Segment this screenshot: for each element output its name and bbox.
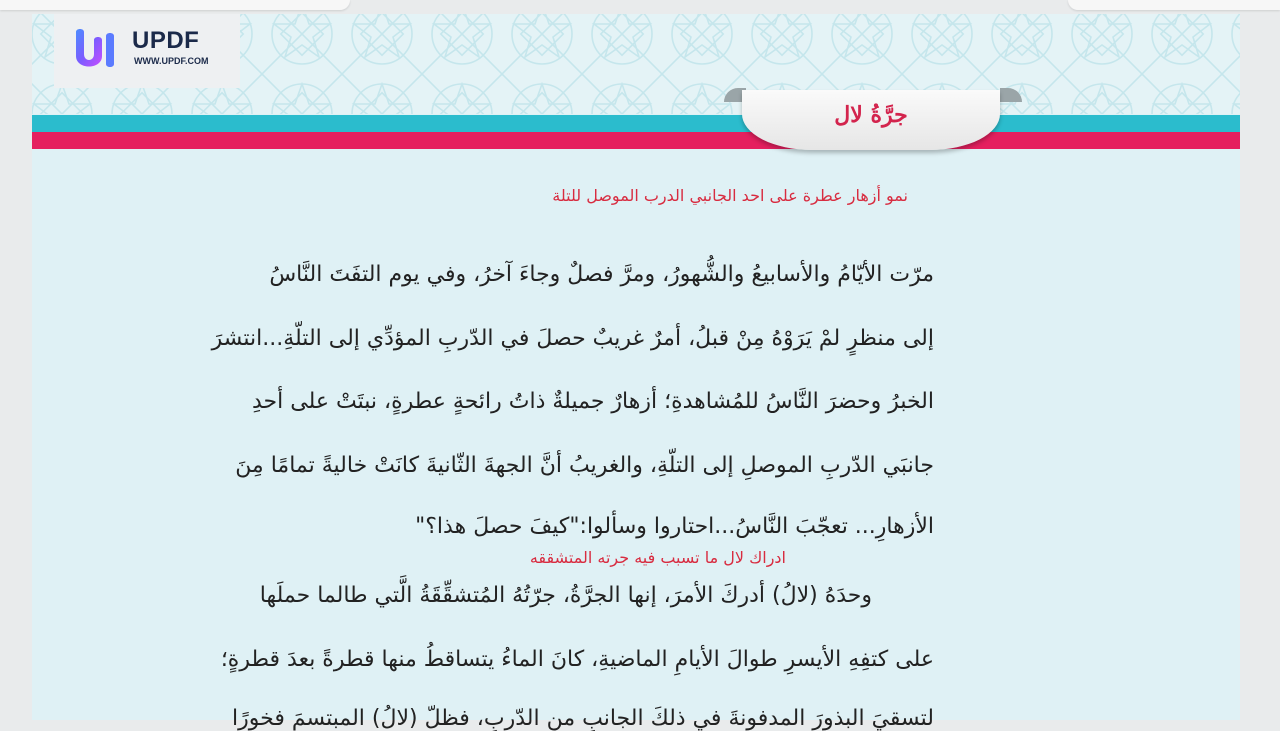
annotation-second: ادراك لال ما تسبب فيه جرته المتشققه [529,548,786,567]
pink-band [32,132,1240,149]
annotation-first: نمو أزهار عطرة على احد الجانبي الدرب الموصل للتلة [552,186,908,205]
updf-logo [54,14,240,88]
paragraph-1-line: جانبَي الدّربِ الموصلِ إلى التلّةِ، والغريبُ أنَّ الجهةَ الثّانيةَ كانَتْ خاليةً تمامًا مِنَ [235,453,934,478]
paragraph-1-line: الخبرُ وحضرَ النَّاسُ للمُشاهدةِ؛ أزهارٌ جميلةٌ ذاتُ رائحةٍ عطرةٍ، نبتَتْ على أحدِ [252,389,934,414]
previous-page-edge [0,0,350,10]
paragraph-1-line: إلى منظرٍ لمْ يَرَوْهُ مِنْ قبلُ، أمرٌ غريبٌ حصلَ في الدّربِ المؤدِّي إلى التلّةِ...انتشرَ [211,326,934,351]
book-page [32,14,1240,720]
logo-url: WWW.UPDF.COM [134,56,209,66]
paragraph-2-line: على كتفِهِ الأيسرِ طوالَ الأيامِ الماضيةِ، كانَ الماءُ يتساقطُ منها قطرةً بعدَ قطرةٍ؛ [220,647,934,672]
story-title: جرَّةُ لال [834,102,908,128]
paragraph-2-line: وحدَهُ (لالُ) أدركَ الأمرَ، إنها الجرَّةُ، جرّتُهُ المُتشقِّقَةُ الَّتي طالما حملَها [259,583,872,608]
updf-logo-icon [72,26,122,72]
next-page-edge [1068,0,1280,10]
paragraph-2-line: لتسقيَ البذورَ المدفونةَ في ذلكَ الجانبِ من الدّربِ، فظلّ (لالُ) المبتسمَ فخورًا [232,706,934,731]
paragraph-1-line: الأزهارِ... تعجّبَ النَّاسُ...احتاروا وسألوا:"كيفَ حصلَ هذا؟" [415,514,934,539]
logo-name: UPDF [132,27,200,54]
paragraph-1-line: مرّت الأيّامُ والأسابيعُ والشُّهورُ، ومرَّ فصلٌ وجاءَ آخرُ، وفي يوم التفَتَ النَّاسُ [269,262,934,287]
cyan-band [32,115,1240,132]
